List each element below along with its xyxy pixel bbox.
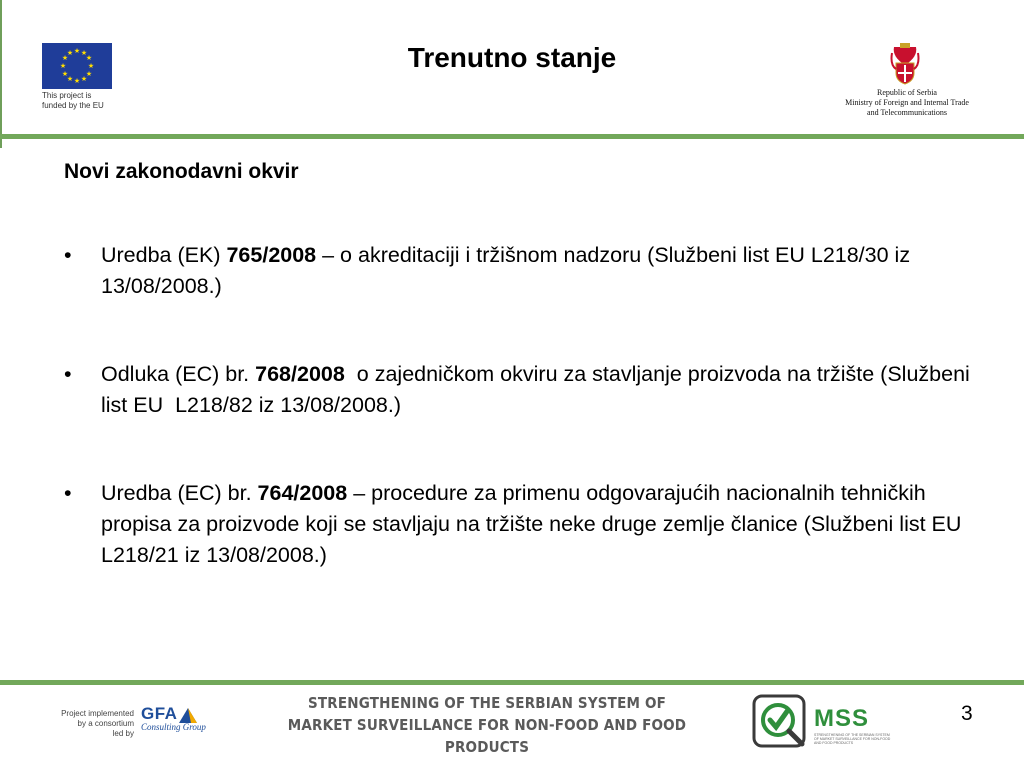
bullet-icon: • <box>64 481 72 505</box>
bullet-icon: • <box>64 243 72 267</box>
ministry-caption-line: Republic of Serbia <box>877 88 937 97</box>
banner-line: STRENGTHENING OF THE SERBIAN SYSTEM OF <box>307 694 667 712</box>
consortium-line: led by <box>112 729 134 738</box>
svg-text:★: ★ <box>80 75 88 83</box>
list-item <box>64 478 974 571</box>
banner-line: MARKET SURVEILLANCE FOR NON-FOOD AND FOOD PRODUCTS <box>287 716 687 756</box>
bullet-prefix: Uredba (EK) <box>101 243 227 267</box>
bullet-text: o zajedničkom okviru za stavljanje proizvoda na tržište (Službeni list EU L218/82 iz 13/08/2008.) <box>101 362 976 417</box>
svg-text:★: ★ <box>85 70 93 78</box>
header-divider <box>0 134 1024 139</box>
svg-text:★: ★ <box>66 49 74 57</box>
bullet-icon: • <box>64 362 72 386</box>
page-number: 3 <box>961 702 973 725</box>
bullet-text: – procedure za primenu odgovarajućih nacionalnih tehničkih propisa za proizvode koji se stavljaju na tržište neke druge zemlje članice (Službeni list EU L218/21 iz 13/08/2008.) <box>101 481 962 567</box>
svg-text:★: ★ <box>80 49 88 57</box>
svg-text:★: ★ <box>73 47 81 55</box>
list-item <box>64 240 974 302</box>
eu-caption-line: This project is <box>42 91 92 100</box>
mss-name: MSS <box>814 705 870 732</box>
serbian-coat-of-arms-icon <box>890 43 920 90</box>
ministry-caption-line: Ministry of Foreign and Internal Trade <box>845 98 969 107</box>
svg-text:★: ★ <box>66 75 74 83</box>
bullet-prefix: Odluka (EC) br. <box>101 362 256 386</box>
regulation-list <box>64 240 974 628</box>
gfa-subtitle: Consulting Group <box>141 722 206 732</box>
svg-text:★: ★ <box>61 54 69 62</box>
gfa-name: GFA <box>141 704 178 723</box>
slide-header <box>0 0 1024 148</box>
bullet-text: – o akreditaciji i tržišnom nadzoru (Službeni list EU L218/30 iz 13/08/2008.) <box>101 243 911 298</box>
eu-caption-line: funded by the EU <box>42 101 104 110</box>
bullet-prefix: Uredba (EC) br. <box>101 481 258 505</box>
regulation-number: 764/2008 <box>257 481 348 505</box>
slide-title: Trenutno stanje <box>407 42 617 73</box>
serbian-ministry-caption <box>828 88 986 118</box>
footer-divider <box>0 680 1024 685</box>
consortium-line: Project implemented <box>61 709 134 718</box>
svg-text:★: ★ <box>87 62 95 70</box>
regulation-number: 768/2008 <box>255 362 345 386</box>
header-left-rule <box>0 0 2 148</box>
gfa-logo-icon <box>141 704 206 732</box>
project-banner <box>258 692 717 758</box>
mss-subtitle: STRENGTHENING OF THE SERBIAN SYSTEM OF MARKET SURVEILLANCE FOR NON-FOOD AND FOOD PRODUCTS <box>814 733 891 745</box>
regulation-number: 765/2008 <box>226 243 317 267</box>
svg-text:★: ★ <box>85 54 93 62</box>
eu-funding-caption <box>42 91 104 111</box>
svg-text:★: ★ <box>59 62 67 70</box>
section-subtitle: Novi zakonodavni okvir <box>64 160 299 183</box>
ministry-caption-line: and Telecommunications <box>867 108 947 117</box>
consortium-line: by a consortium <box>77 719 134 728</box>
mss-magnifier-logo-icon <box>752 694 810 755</box>
svg-text:★: ★ <box>73 77 81 85</box>
list-item <box>64 359 974 421</box>
consortium-caption <box>52 709 134 739</box>
svg-text:★: ★ <box>61 70 69 78</box>
